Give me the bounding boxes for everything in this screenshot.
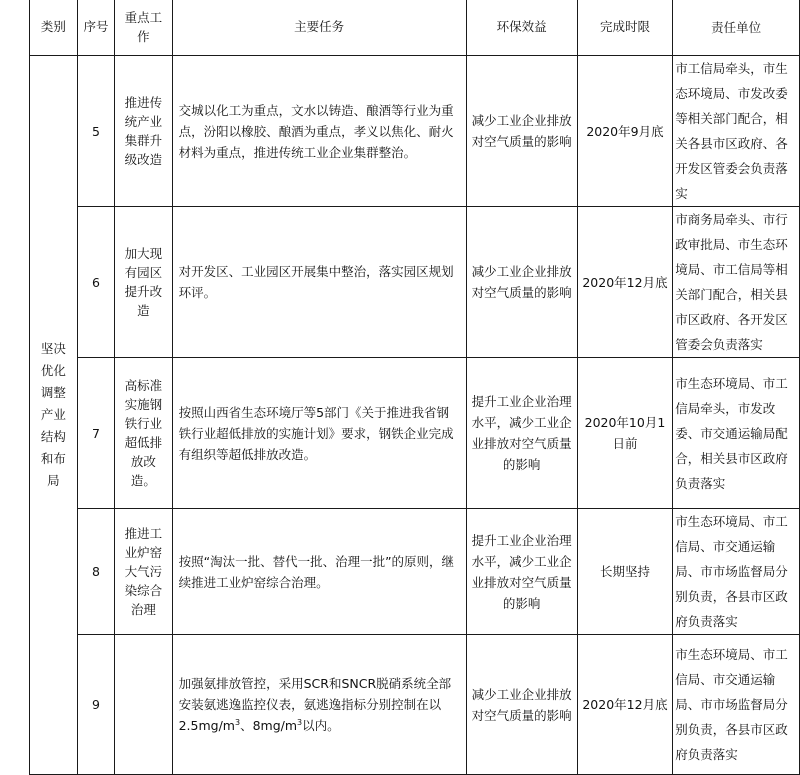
main-task: 按照“淘汰一批、替代一批、治理一批”的原则，继续推进工业炉窑综合治理。 bbox=[172, 509, 466, 635]
env-benefit: 减少工业企业排放对空气质量的影响 bbox=[466, 207, 577, 358]
table-row bbox=[30, 56, 800, 207]
env-benefit: 提升工业企业治理水平，减少工业企业排放对空气质量的影响 bbox=[466, 358, 577, 509]
key-work: 推进工业炉窑大气污染综合治理 bbox=[115, 509, 172, 635]
task-text-end: 以内。 bbox=[302, 718, 340, 733]
responsible-unit: 市生态环境局、市工信局、市交通运输局、市市场监督局分别负责，各县市区政府负责落实 bbox=[673, 509, 800, 635]
deadline: 2020年12月底 bbox=[577, 207, 673, 358]
ammonia-limit-2: 、8mg/m bbox=[240, 718, 298, 733]
responsible-unit: 市工信局牵头，市生态环境局、市发改委等相关部门配合，相关各县市区政府、各开发区管委会负责落实 bbox=[673, 56, 800, 207]
category-cell bbox=[30, 56, 78, 775]
responsible-unit: 市生态环境局、市工信局牵头，市发改委、市交通运输局配合，相关县市区政府负责落实 bbox=[673, 358, 800, 509]
deadline: 长期坚持 bbox=[577, 509, 673, 635]
task-table bbox=[29, 0, 800, 775]
key-work: 高标准实施钢铁行业超低排放改造。 bbox=[115, 358, 172, 509]
ammonia-limit-1: 2.5mg/m bbox=[178, 718, 235, 733]
responsible-unit: 市生态环境局、市工信局、市交通运输局、市市场监督局分别负责，各县市区政府负责落实 bbox=[673, 635, 800, 775]
row-number: 5 bbox=[77, 56, 114, 207]
main-task: 交城以化工为重点，文水以铸造、酿酒等行业为重点，汾阳以橡胶、酿酒为重点，孝义以焦化、耐火材料为重点，推进传统工业企业集群整治。 bbox=[172, 56, 466, 207]
header-main-task: 主要任务 bbox=[172, 0, 466, 56]
row-number: 8 bbox=[77, 509, 114, 635]
header-env-benefit: 环保效益 bbox=[466, 0, 577, 56]
table-row bbox=[30, 207, 800, 358]
table-row bbox=[30, 358, 800, 509]
table-row bbox=[30, 509, 800, 635]
main-task: 对开发区、工业园区开展集中整治，落实园区规划环评。 bbox=[172, 207, 466, 358]
deadline: 2020年12月底 bbox=[577, 635, 673, 775]
category-label: 坚决优化调整产业结构和布局 bbox=[40, 341, 66, 488]
table-row bbox=[30, 635, 800, 775]
key-work bbox=[115, 635, 172, 775]
row-number: 9 bbox=[77, 635, 114, 775]
deadline: 2020年9月底 bbox=[577, 56, 673, 207]
unit-exponent: 3 bbox=[234, 717, 241, 727]
header-row bbox=[30, 0, 800, 56]
unit-exponent: 3 bbox=[297, 717, 303, 727]
row-number: 7 bbox=[77, 358, 114, 509]
env-benefit: 减少工业企业排放对空气质量的影响 bbox=[466, 635, 577, 775]
row-number: 6 bbox=[77, 207, 114, 358]
main-task: 按照山西省生态环境厅等5部门《关于推进我省钢铁行业超低排放的实施计划》要求，钢铁企业完成有组织等超低排放改造。 bbox=[172, 358, 466, 509]
header-responsible: 责任单位 bbox=[673, 0, 800, 56]
header-category: 类别 bbox=[30, 0, 78, 56]
header-deadline: 完成时限 bbox=[577, 0, 673, 56]
env-benefit: 减少工业企业排放对空气质量的影响 bbox=[466, 56, 577, 207]
env-benefit: 提升工业企业治理水平，减少工业企业排放对空气质量的影响 bbox=[466, 509, 577, 635]
responsible-unit: 市商务局牵头、市行政审批局、市生态环境局、市工信局等相关部门配合，相关县市区政府、各开发区管委会负责落实 bbox=[673, 207, 800, 358]
header-number: 序号 bbox=[77, 0, 114, 56]
key-work: 加大现有园区提升改造 bbox=[115, 207, 172, 358]
deadline: 2020年10月1日前 bbox=[577, 358, 673, 509]
key-work: 推进传统产业集群升级改造 bbox=[115, 56, 172, 207]
header-key-work: 重点工作 bbox=[115, 0, 172, 56]
main-task bbox=[172, 635, 466, 775]
task-text: 加强氨排放管控，采用SCR和SNCR脱硝系统全部安装氨逃逸监控仪表，氨逃逸指标分别控制在以 bbox=[178, 676, 452, 712]
